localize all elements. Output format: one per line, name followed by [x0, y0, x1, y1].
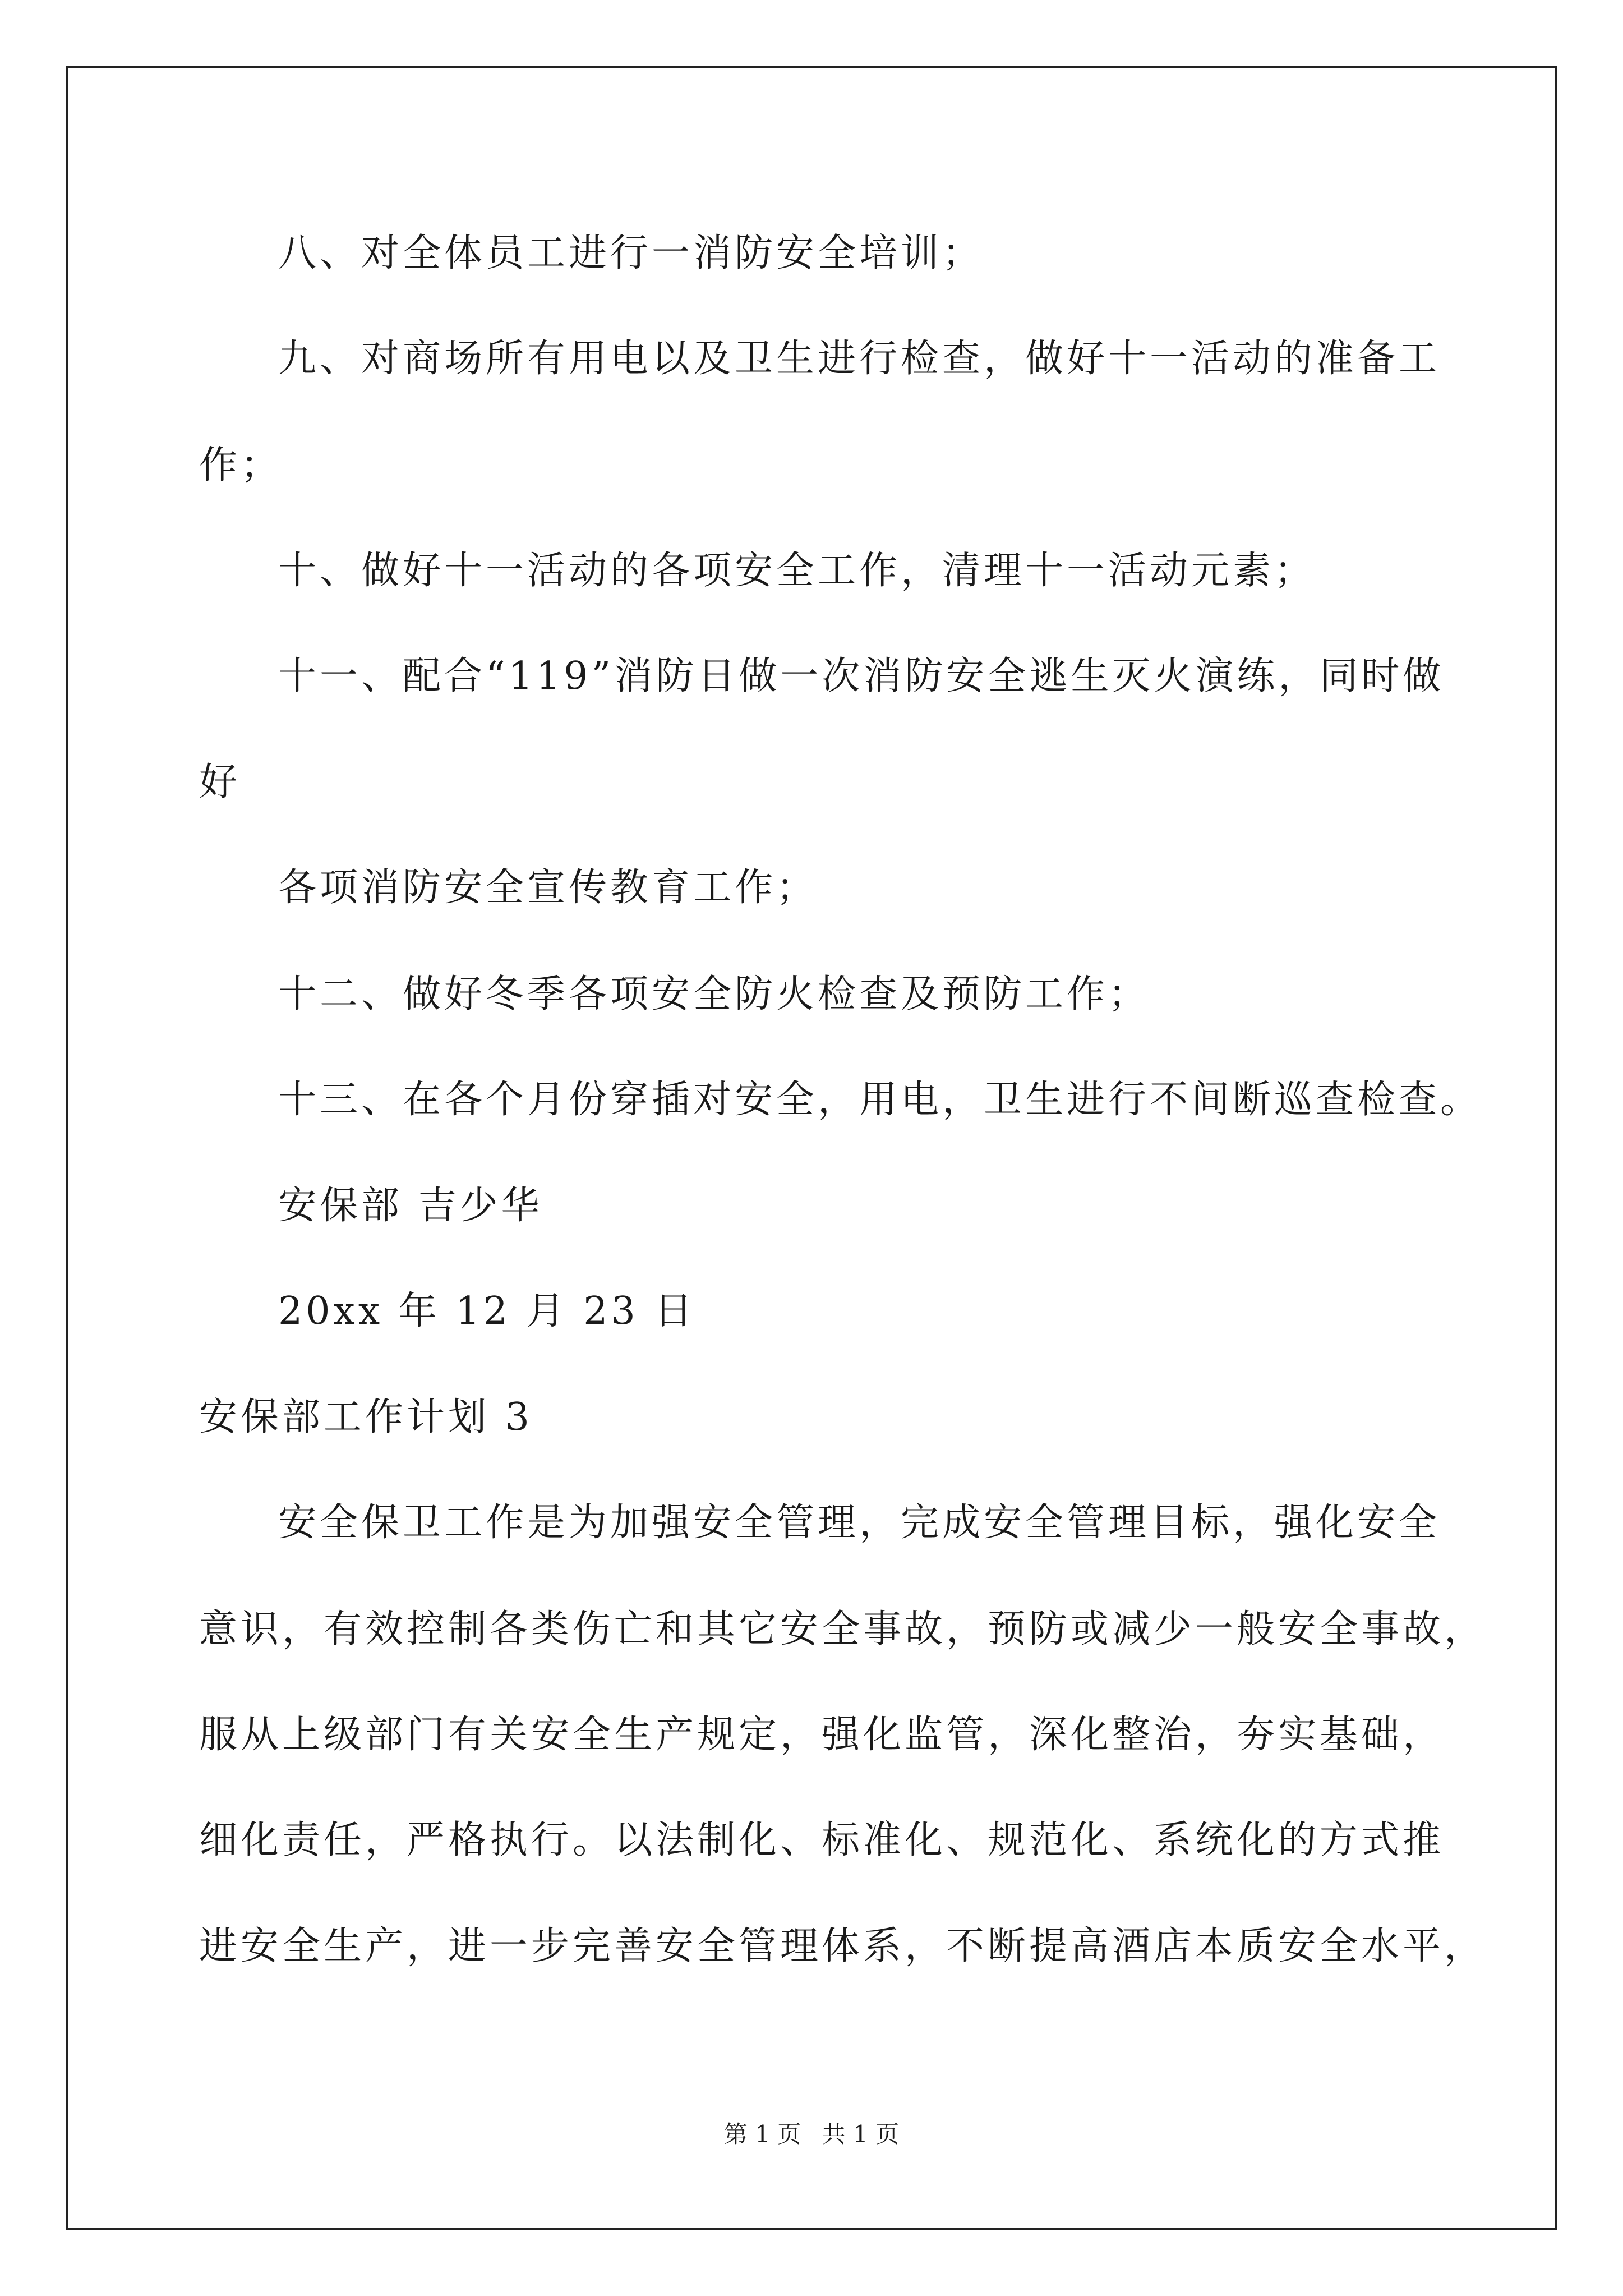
text-line: 进安全生产，进一步完善安全管理体系，不断提高酒店本质安全水平， [199, 1924, 1486, 1968]
text-line: 十、做好十一活动的各项安全工作，清理十一活动元素； [278, 549, 1316, 593]
text-line: 细化责任，严格执行。以法制化、标准化、规范化、系统化的方式推 [199, 1818, 1445, 1862]
text-line: 十一、配合“119”消防日做一次消防安全逃生灭火演练，同时做 [278, 654, 1445, 698]
text-line: 意识，有效控制各类伤亡和其它安全事故，预防或减少一般安全事故， [199, 1607, 1486, 1651]
text-line: 十三、在各个月份穿插对安全，用电，卫生进行不间断巡查检查。 [278, 1078, 1482, 1122]
text-line: 各项消防安全宣传教育工作； [278, 866, 818, 910]
text-line: 服从上级部门有关安全生产规定，强化监管，深化整治，夯实基础， [199, 1713, 1445, 1757]
text-line: 十二、做好冬季各项安全防火检查及预防工作； [278, 972, 1150, 1016]
text-line: 好 [199, 760, 241, 804]
text-line: 九、对商场所有用电以及卫生进行检查，做好十一活动的准备工 [278, 337, 1441, 381]
section-heading: 安保部工作计划 3 [199, 1395, 533, 1439]
text-line: 作； [199, 443, 283, 487]
date-line: 20xx 年 12 月 23 日 [278, 1289, 696, 1333]
text-line: 八、对全体员工进行一消防安全培训； [278, 231, 984, 275]
page-footer [0, 2120, 1623, 2148]
page-number-current: 第 1 页 [723, 2120, 801, 2148]
page-number-total: 共 1 页 [822, 2120, 900, 2148]
signature-line: 安保部 吉少华 [278, 1184, 543, 1228]
text-line: 安全保卫工作是为加强安全管理，完成安全管理目标，强化安全 [278, 1501, 1441, 1545]
page-border [66, 66, 1557, 2230]
